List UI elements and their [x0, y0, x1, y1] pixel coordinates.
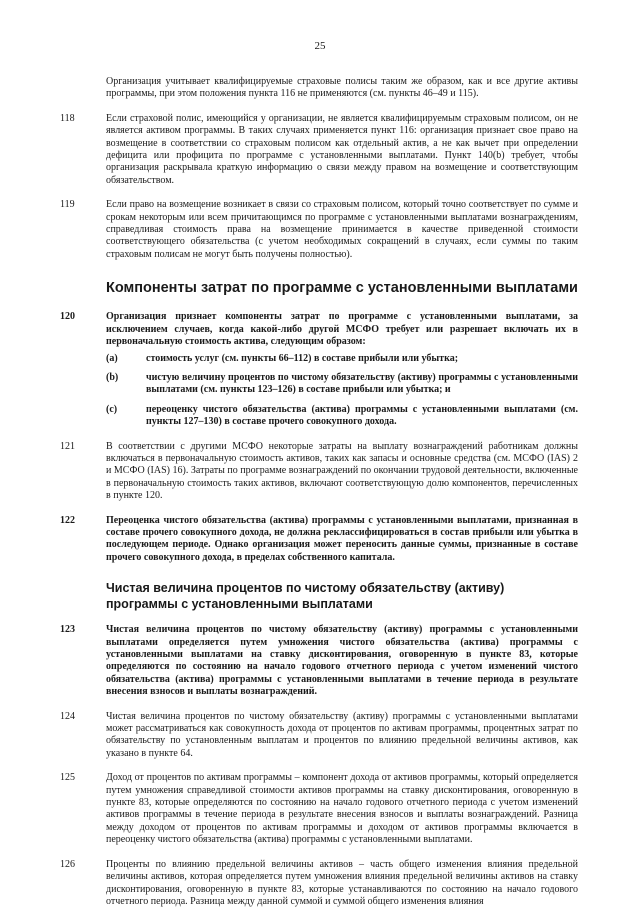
item-list	[106, 353, 578, 429]
paragraph-126	[60, 859, 578, 909]
item-label: (a)	[106, 352, 118, 364]
paragraph-124	[60, 711, 578, 761]
paragraph-number: 123	[60, 624, 75, 636]
paragraph-text: Если право на возмещение возникает в связи со страховым полисом, который точно соответствует по сумме и срокам некоторым или всем причитающимся по программе с установленными выплатами вознаграждениям, справедливая стоимость права на возмещение принимается в качестве приведенной стоимости соответствующего обязательства (с учетом необходимых сокращений в случаях, если суммы по таким страховым полисам не могут быть получены полностью).	[106, 199, 578, 260]
list-item	[106, 404, 578, 429]
paragraph-number: 124	[60, 710, 75, 722]
paragraph-text: Переоценка чистого обязательства (актива) программы с установленными выплатами, признанная в составе прочего совокупного дохода, не должна реклассифицироваться в состав прибыли или убытка в последующем периоде. Однако организация может переносить данные суммы, признанные в составе прочего совокупного дохода, в пределах собственного капитала.	[106, 514, 578, 563]
paragraph-text: Доход от процентов по активам программы – компонент дохода от активов программы, который определяется путем умножения справедливой стоимости активов программы на ставку дисконтирования, оговоренную в пункте 83, которые определяются по состоянию на начало годового отчетного периода с учетом изменений активов программы в течение периода в результате внесения взносов и выплаты вознаграждений. Разница между доходом от процентов по активам программы и доходом от активов программы включается в переоценку чистого обязательства (актива) программы с установленными выплатами.	[106, 772, 578, 846]
paragraph-text: Организация признает компоненты затрат по программе с установленными выплатами, за исключением случаев, когда какой-либо другой МСФО требует или разрешает включать их в первоначальную стоимость актива, следующим образом:	[106, 311, 578, 348]
paragraph-118	[60, 113, 578, 187]
section-heading: Чистая величина процентов по чистому обязательству (активу) программы с установленными выплатами	[106, 581, 505, 612]
paragraph-text: Чистая величина процентов по чистому обязательству (активу) программы с установленными выплатами определяется путем умножения чистого обязательства (актива) программы с установленными выплатами на ставку дисконтирования, оговоренную в пункте 83, которые определяются по состоянию на начало годового отчетного периода с учетом изменений чистого обязательства (актива) программы с установленными выплатами в течение периода в результате внесения взносов и выплаты вознаграждений.	[106, 624, 578, 698]
paragraph-122	[60, 515, 578, 565]
section-heading: Компоненты затрат по программе с установленными выплатами	[106, 280, 578, 297]
paragraph-text: В соответствии с другими МСФО некоторые затраты на выплату вознаграждений работникам должны включаться в первоначальную стоимость активов, таких как запасы и основные средства (см. МСФО (IAS) 2 и МСФО (IAS) 16). Затраты по программе вознаграждений по окончании трудовой деятельности, включенные в первоначальную стоимость таких активов, включают соответствующую долю компонентов, перечисленных в пункте 120.	[106, 440, 578, 502]
list-item	[106, 353, 578, 365]
paragraph-119	[60, 199, 578, 261]
paragraph-120	[60, 311, 578, 428]
paragraph-number: 126	[60, 858, 75, 870]
paragraph-125	[60, 772, 578, 846]
paragraph-text: Чистая величина процентов по чистому обязательству (активу) программы с установленными выплатами может рассматриваться как совокупность дохода от процентов по активам программы, процентных затрат по обязательству по установленным выплатам и процентов по влиянию предельной величины активов, как указано в пункте 64.	[106, 710, 578, 759]
paragraph-text: Организация учитывает квалифицируемые страховые полисы таким же образом, как и все другие активы программы, при этом положения пункта 116 не применяются (см. пункты 46–49 и 115).	[106, 76, 578, 100]
paragraph-number: 118	[60, 112, 75, 124]
paragraph-text: Проценты по влиянию предельной величины активов – часть общего изменения влияния предельной величины активов, которая определяется путем умножения влияния предельной величины активов на ставку дисконтирования, оговоренную в пункте 83, которые устанавливаются по состоянию на начало годового отчетного периода. Разница между данной суммой и суммой общего изменения влияния	[106, 858, 578, 907]
paragraph-number: 125	[60, 772, 75, 784]
paragraph-123	[60, 624, 578, 698]
item-text: стоимость услуг (см. пункты 66–112) в составе прибыли или убытка;	[146, 352, 459, 364]
paragraph-number: 121	[60, 440, 75, 452]
paragraph-number: 119	[60, 199, 75, 211]
paragraph-121	[60, 441, 578, 503]
item-label: (b)	[106, 371, 119, 383]
page-content	[60, 76, 578, 920]
intro-paragraph	[60, 76, 578, 101]
list-item	[106, 372, 578, 397]
item-label: (c)	[106, 403, 118, 415]
paragraph-number: 120	[60, 311, 75, 323]
paragraph-number: 122	[60, 514, 75, 526]
page-number: 25	[314, 40, 326, 52]
item-text: чистую величину процентов по чистому обязательству (активу) программы с установленными выплатами (см. пункты 123–126) в составе прибыли или убытка; и	[146, 371, 578, 396]
item-text: переоценку чистого обязательства (актива) программы с установленными выплатами (см. пункты 127–130) в составе прочего совокупного дохода.	[146, 403, 578, 428]
paragraph-text: Если страховой полис, имеющийся у организации, не является квалифицируемым страховым полисом, он не является активом программы. В таких случаях применяется пункт 116: организация признает свое право на возмещение в соответствии со страховым полисом как отдельный актив, а не как вычет при определении дефицита или профицита по программе с установленными выплатами. Пункт 140(b) требует, чтобы организация раскрывала краткую информацию о связи между правом на возмещение и соответствующим обязательством.	[106, 112, 578, 186]
